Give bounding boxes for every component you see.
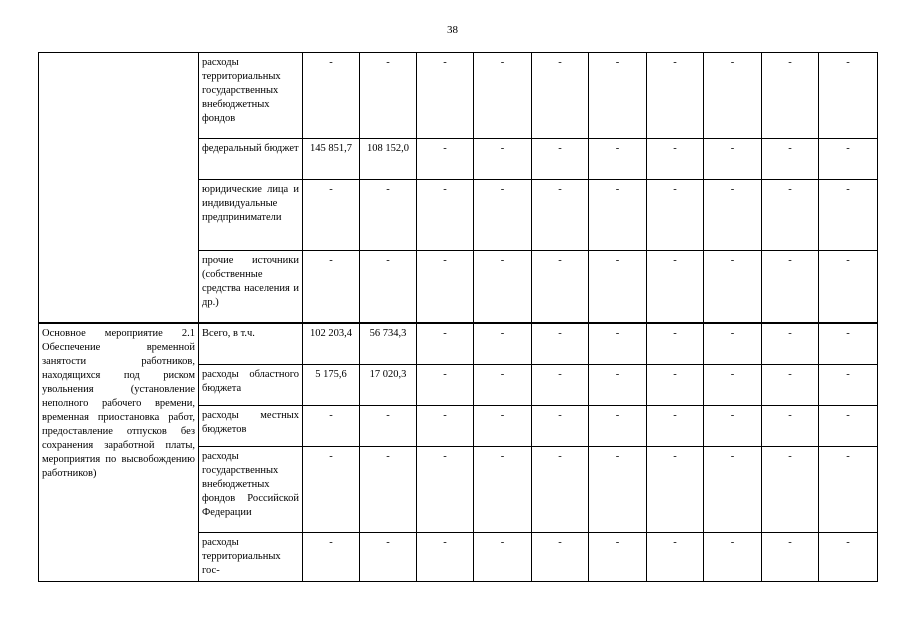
- funding-source-cell: юридические лица и индивидуальные предприниматели: [199, 180, 303, 251]
- value-cell: -: [762, 323, 819, 365]
- value-cell: -: [589, 447, 647, 533]
- funding-source-cell: расходы областного бюджета: [199, 365, 303, 406]
- value-cell: -: [762, 447, 819, 533]
- value-cell: -: [474, 365, 532, 406]
- value-cell: -: [474, 251, 532, 323]
- value-cell: -: [704, 365, 762, 406]
- value-cell: -: [704, 447, 762, 533]
- value-cell: -: [360, 251, 417, 323]
- value-cell: -: [589, 251, 647, 323]
- funding-source-cell: расходы территориальных гос-: [199, 533, 303, 582]
- value-cell: -: [762, 251, 819, 323]
- funding-source-cell: прочие источники (собственные средства населения и др.): [199, 251, 303, 323]
- value-cell: -: [474, 53, 532, 139]
- value-cell: -: [647, 139, 704, 180]
- funding-source-cell: расходы территориальных государственных внебюджетных фондов: [199, 53, 303, 139]
- value-cell: -: [532, 533, 589, 582]
- value-cell: -: [474, 447, 532, 533]
- value-cell: -: [532, 53, 589, 139]
- value-cell: -: [303, 447, 360, 533]
- table-body: [39, 53, 878, 582]
- value-cell: -: [819, 323, 878, 365]
- value-cell: -: [360, 53, 417, 139]
- value-cell: -: [704, 53, 762, 139]
- value-cell: -: [532, 139, 589, 180]
- table-row: [39, 53, 878, 139]
- value-cell: -: [532, 180, 589, 251]
- value-cell: 108 152,0: [360, 139, 417, 180]
- value-cell: -: [647, 533, 704, 582]
- value-cell: -: [532, 323, 589, 365]
- value-cell: -: [532, 447, 589, 533]
- value-cell: -: [819, 53, 878, 139]
- value-cell: -: [647, 365, 704, 406]
- budget-table: [38, 52, 878, 582]
- value-cell: -: [762, 533, 819, 582]
- value-cell: -: [360, 180, 417, 251]
- value-cell: -: [589, 406, 647, 447]
- value-cell: -: [417, 447, 474, 533]
- value-cell: -: [704, 251, 762, 323]
- value-cell: -: [417, 251, 474, 323]
- value-cell: -: [762, 365, 819, 406]
- value-cell: -: [417, 533, 474, 582]
- value-cell: -: [647, 251, 704, 323]
- value-cell: -: [704, 533, 762, 582]
- value-cell: -: [589, 139, 647, 180]
- value-cell: -: [417, 365, 474, 406]
- value-cell: -: [417, 53, 474, 139]
- value-cell: -: [762, 180, 819, 251]
- value-cell: -: [819, 533, 878, 582]
- value-cell: -: [647, 447, 704, 533]
- value-cell: -: [589, 365, 647, 406]
- table-row: [39, 323, 878, 365]
- value-cell: -: [303, 251, 360, 323]
- value-cell: -: [532, 406, 589, 447]
- value-cell: -: [303, 180, 360, 251]
- value-cell: -: [819, 251, 878, 323]
- funding-source-cell: Всего, в т.ч.: [199, 323, 303, 365]
- value-cell: -: [647, 406, 704, 447]
- measure-description-cell: Основное мероприятие 2.1 Обеспечение временной занятости работников, находящихся под риском увольнения (установление неполного рабочего времени, временная приостановка работ, предоставление отпусков без сохранения заработной платы, мероприятия по высвобождению работников): [39, 323, 199, 582]
- value-cell: -: [417, 180, 474, 251]
- value-cell: -: [303, 53, 360, 139]
- value-cell: -: [819, 406, 878, 447]
- value-cell: 145 851,7: [303, 139, 360, 180]
- value-cell: -: [360, 406, 417, 447]
- value-cell: -: [532, 251, 589, 323]
- value-cell: -: [762, 406, 819, 447]
- value-cell: -: [360, 447, 417, 533]
- value-cell: -: [589, 323, 647, 365]
- page-number: 38: [447, 24, 458, 36]
- value-cell: -: [647, 180, 704, 251]
- value-cell: -: [704, 139, 762, 180]
- value-cell: -: [417, 406, 474, 447]
- value-cell: -: [589, 180, 647, 251]
- value-cell: -: [819, 139, 878, 180]
- value-cell: -: [474, 533, 532, 582]
- value-cell: -: [819, 447, 878, 533]
- value-cell: 5 175,6: [303, 365, 360, 406]
- value-cell: -: [474, 139, 532, 180]
- value-cell: -: [819, 365, 878, 406]
- value-cell: 17 020,3: [360, 365, 417, 406]
- value-cell: -: [360, 533, 417, 582]
- value-cell: -: [474, 323, 532, 365]
- value-cell: 102 203,4: [303, 323, 360, 365]
- value-cell: -: [474, 406, 532, 447]
- value-cell: -: [647, 323, 704, 365]
- value-cell: -: [417, 323, 474, 365]
- measure-cell-continued: [39, 53, 199, 323]
- value-cell: -: [704, 323, 762, 365]
- value-cell: -: [474, 180, 532, 251]
- value-cell: -: [532, 365, 589, 406]
- value-cell: -: [762, 53, 819, 139]
- value-cell: -: [589, 533, 647, 582]
- value-cell: -: [417, 139, 474, 180]
- value-cell: -: [704, 406, 762, 447]
- value-cell: -: [589, 53, 647, 139]
- value-cell: -: [762, 139, 819, 180]
- funding-source-cell: расходы местных бюджетов: [199, 406, 303, 447]
- value-cell: -: [303, 533, 360, 582]
- value-cell: -: [819, 180, 878, 251]
- value-cell: -: [303, 406, 360, 447]
- funding-source-cell: расходы государственных внебюджетных фондов Российской Федерации: [199, 447, 303, 533]
- value-cell: -: [704, 180, 762, 251]
- funding-source-cell: федеральный бюджет: [199, 139, 303, 180]
- value-cell: -: [647, 53, 704, 139]
- value-cell: 56 734,3: [360, 323, 417, 365]
